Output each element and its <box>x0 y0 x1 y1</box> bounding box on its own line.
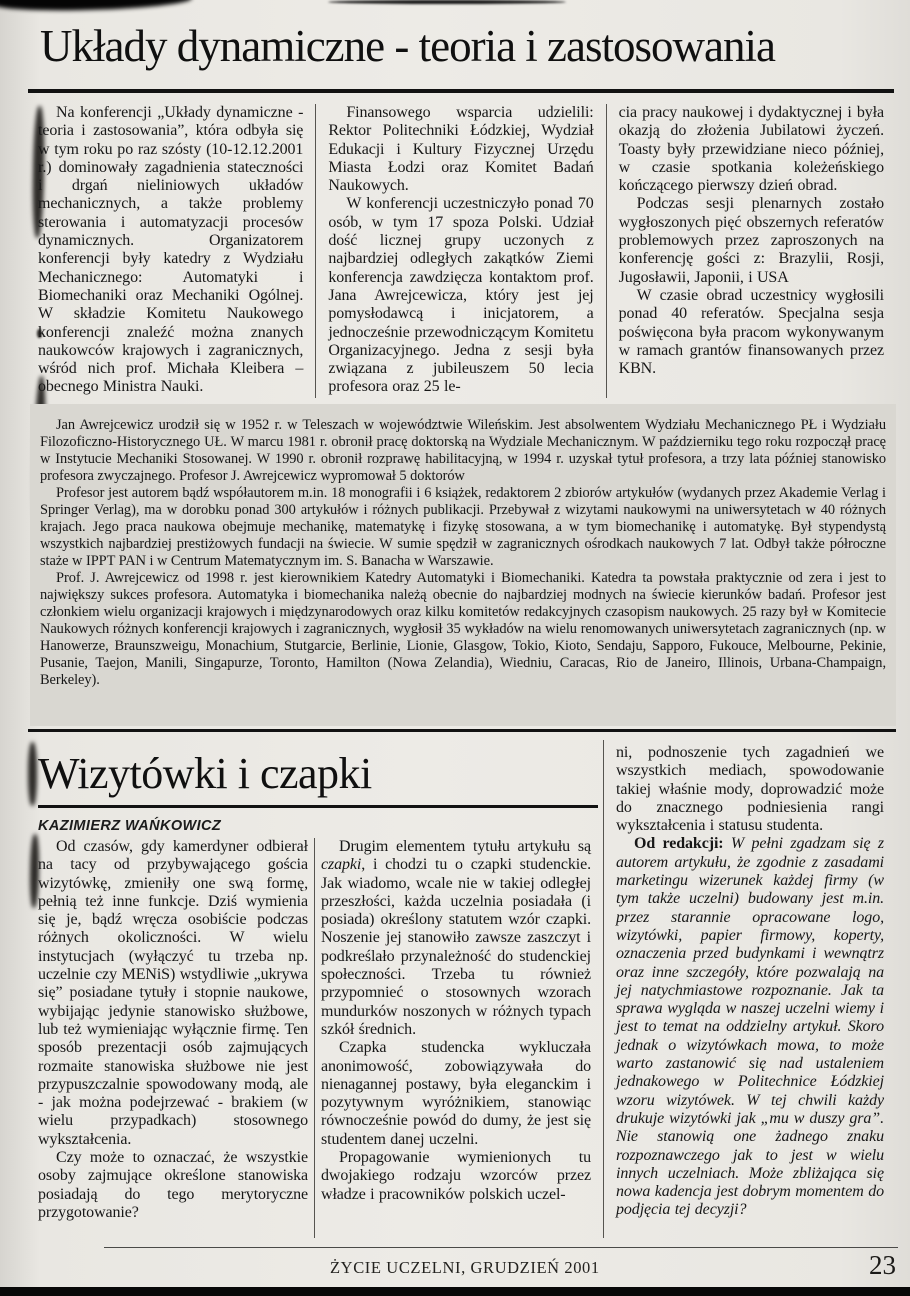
article1-column-2 <box>315 104 593 398</box>
paragraph: W czasie obrad uczestnicy wygłosili ponad 40 referatów. Specjalna sesja poświęcona była pracom wykonywanym w ramach grantów finansowanych przez KBN. <box>618 286 884 378</box>
article2-column-3 <box>616 744 884 1220</box>
paragraph: Propagowanie wymienionych tu dwojakiego rodzaju wzorców przez władze i pracowników polskich uczel- <box>321 1149 591 1203</box>
text-run: Drugim elementem tytułu artykułu są <box>339 838 591 855</box>
paragraph: Podczas sesji plenarnych zostało wygłoszonych pięć obszernych referatów problemowych przez zaproszonych na konferencję gości z: Brazylii, Rosji, Jugosławii, Japonii, i USA <box>618 195 884 286</box>
bio-paragraph: Jan Awrejcewicz urodził się w 1952 r. w Teleszach w województwie Wileńskim. Jest absolwentem Wydziału Mechanicznego PŁ i Wydziału Filozoficzno-Historycznego UŁ. W marcu 1981 r. obronił pracę doktorską na Wydziale Mechanicznym. W październiku tego roku rozpoczął pracę w Instytucie Mechaniki Stosowanej. W 1990 r. obronił rozprawę habilitacyjną, w 1994 r. uzyskał tytuł profesora, a trzy lata później stanowisko profesora zwyczajnego. Profesor J. Awrejcewicz wypromował 5 doktorów <box>40 417 886 484</box>
scan-edge-bottom <box>0 1287 910 1296</box>
paragraph: cia pracy naukowej i dydaktycznej i była okazją do złożenia Jubilatowi życzeń. Toasty były przewidziane nieco później, w czasie spotkania koleżeńskiego kończącego pierwszy dzień obrad. <box>618 104 884 195</box>
bio-paragraph: Profesor jest autorem bądź współautorem m.in. 18 monografii i 6 książek, redaktorem 2 zbiorów artykułów (wydanych przez Akademie Verlag i Springer Verlag), ma w dorobku ponad 300 artykułów i różnych publikacji. Przebywał z wizytami naukowymi na uniwersytetach w 40 różnych krajach. Jego praca naukowa obejmuje mechanikę, matematykę i fizykę stosowana, a w tym biomechanikę i automatykę. Był stypendystą wszystkich najbardziej prestiżowych fundacji na świecie. W sumie spędził w zagranicznych ośrodkach naukowych 7 lat. Odbył także półroczne staże w IPPT PAN i w Centrum Matematycznym im. S. Banacha w Warszawie. <box>40 485 886 569</box>
footer-page-number: 23 <box>869 1250 896 1280</box>
editor-note-text: W pełni zgadzam się z autorem artykułu, że zgodnie z zasadami marketingu wizerunek każdej firmy (w tym także uczelni) budowany jest m.in. przez starannie opracowane logo, wizytówki, papier firmowy, koperty, oznaczenia przed budynkami i wewnątrz oraz inne szczegóły, które pozwalają na jej natychmiastowe rozpoznanie. Jak ta sprawa wygląda w naszej uczelni wiemy i jest to temat na oddzielny artykuł. Skoro jednak o wizytówkach mowa, to może warto zastanowić się nad ustaleniem jednakowego w Politechnice Łódzkiej wzoru wizytówek. W tej chwili każdy drukuje wizytówki jak „mu w duszy gra”. Nie stanowią one żadnego znaku rozpoznawczego jak to jest w wielu innych uczelniach. Może zbliżająca się nowa kadencja jest dobrym momentem do podjęcia tej decyzji? <box>616 835 884 1219</box>
article1-body <box>38 104 884 398</box>
article2-title: Wizytówki i czapki <box>38 749 372 798</box>
paragraph: Od czasów, gdy kamerdyner odbierał na tacy od przybywającego gościa wizytówkę, zmieniły one swą formę, pełnią też inne funkcje. Dziś wymienia się je, bądź wręcza osobiście podczas różnych okoliczności. W wielu instytucjach (wyłączyć tu trzeba np. uczelnie czy MENiS) wstydliwie „ukrywa się” posiadane tytuły i stopnie naukowe, wybijając jedynie stanowisko służbowe, lub też wymieniając wyłącznie firmę. Ten sposób prezentacji osób zajmujących rozmaite stanowiska służbowe nie jest przypuszczalnie spowodowany modą, ale - jak można podejrzewać - brakiem (w wielu przypadkach) stosownego wykształcenia. <box>38 838 308 1148</box>
column-divider <box>314 838 315 1238</box>
editor-note-lead: Od redakcji: <box>634 835 724 853</box>
section-divider-rule <box>28 729 896 732</box>
paragraph: ni, podnoszenie tych zagadnień we wszystkich mediach, spowodowanie takiej właśnie mody, doprowadzić może do znacznego podniesienia rangi wykształcenia i statusu studenta. <box>616 744 884 835</box>
paragraph: Na konferencji „Układy dynamiczne - teoria i zastosowania”, która odbyła się w tym roku po raz szósty (10-12.12.2001 r.) dominowały zagadnienia stateczności i drgań nieliniowych układów mechanicznych, a także problemy sterowania i automatyzacji procesów dynamicznych. Organizatorem konferencji były katedry z Wydziału Mechanicznego: Automatyki i Biomechaniki oraz Mechaniki Ogólnej. W składzie Komitetu Naukowego konferencji znaleźć można znanych naukowców krajowych i zagranicznych, wśród nich prof. Michała Kleibera – obecnego Ministra Nauki. <box>38 104 304 396</box>
bio-box <box>30 404 896 726</box>
article2 <box>38 740 884 1242</box>
paragraph: Czapka studencka wykluczała anonimowość, zobowiązywała do nienagannej postawy, była eleganckim i pozytywnym wyróżnikiem, stanowiąc równocześnie powód do dumy, że jest się studentem danej uczelni. <box>321 1039 591 1148</box>
article2-column-2 <box>321 838 591 1204</box>
paragraph <box>321 838 591 1039</box>
article1-column-3 <box>606 104 884 398</box>
binding-mark <box>28 742 37 806</box>
article2-header <box>38 740 594 834</box>
editor-note-paragraph <box>616 835 884 1219</box>
bio-paragraph: Prof. J. Awrejcewicz od 1998 r. jest kierownikiem Katedry Automatyki i Biomechaniki. Katedra ta powstała praktycznie od zera i jest to największy sukces profesora. Automatyka i biomechanika należą obecnie do najbardziej modnych na świecie kierunków badań. Profesor jest członkiem wielu organizacji krajowych i międzynarodowych oraz kilku komitetów redakcyjnych czasopism naukowych. 25 razy był w Komitecie Naukowych różnych konferencji krajowych i zagranicznych, wygłosił 35 wykładów na wielu renomowanych uniwersytetach zagranicznych (np. w Hanowerze, Braunszweigu, Monachium, Stutgarcie, Berlinie, Lionie, Glasgow, Tokio, Kioto, Sendaju, Sapporo, Fukouce, Melbourne, Pekinie, Pusanie, Taejon, Manili, Singapurze, Toronto, Hamilton (Nowa Zelandia), Wiedniu, Caracas, Rio de Janeiro, Illinois, Urbana-Champaign, Berkeley). <box>40 570 886 688</box>
footer-journal-title: ŻYCIE UCZELNI, GRUDZIEŃ 2001 <box>330 1258 600 1277</box>
article2-author-byline: KAZIMIERZ WAŃKOWICZ <box>38 818 222 834</box>
footer-rule <box>104 1247 898 1248</box>
paragraph: Czy może to oznaczać, że wszystkie osoby zajmujące określone stanowiska posiadają do tego merytoryczne przygotowanie? <box>38 1149 308 1221</box>
article1-title: Układy dynamiczne - teoria i zastosowania <box>40 21 775 71</box>
scan-edge-top <box>0 0 192 12</box>
article2-headline-rule <box>38 805 598 808</box>
article2-column-1 <box>38 838 308 1222</box>
paragraph: Finansowego wsparcia udzielili: Rektor Politechniki Łódzkiej, Wydział Edukacji i Kultury Fizycznej Urzędu Miasta Łodzi oraz Komitet Badań Naukowych. <box>328 104 594 195</box>
text-run: , i chodzi tu o czapki studenckie. Jak wiadomo, wcale nie w takiej odległej przeszłości, każda uczelnia posiadała (i posiada) określony statutem wzór czapki. Noszenie jej stanowiło zawsze zaszczyt i podkreślało przynależność do studenckiej społeczności. Trzeba tu również przypomnieć o stosownych wzorach mundurków noszonych w różnych typach szkół średnich. <box>321 856 591 1038</box>
italic-text-run: czapki <box>321 856 362 874</box>
column-divider <box>603 740 604 1238</box>
headline-rule <box>28 89 894 93</box>
paragraph: W konferencji uczestniczyło ponad 70 osób, w tym 17 spoza Polski. Udział dość licznej grupy uczonych z najbardziej odległych zakątków Ziemi konferencja zawdzięcza kontaktom prof. Jana Awrejcewicza, który jest jej pomysłodawcą i inicjatorem, a jednocześnie przewodniczącym Komitetu Organizacyjnego. Jedna z sesji była związana z jubileuszem 50 lecia profesora oraz 25 le- <box>328 195 594 396</box>
scan-edge-top-line <box>328 0 566 4</box>
article1-column-1 <box>38 104 303 398</box>
